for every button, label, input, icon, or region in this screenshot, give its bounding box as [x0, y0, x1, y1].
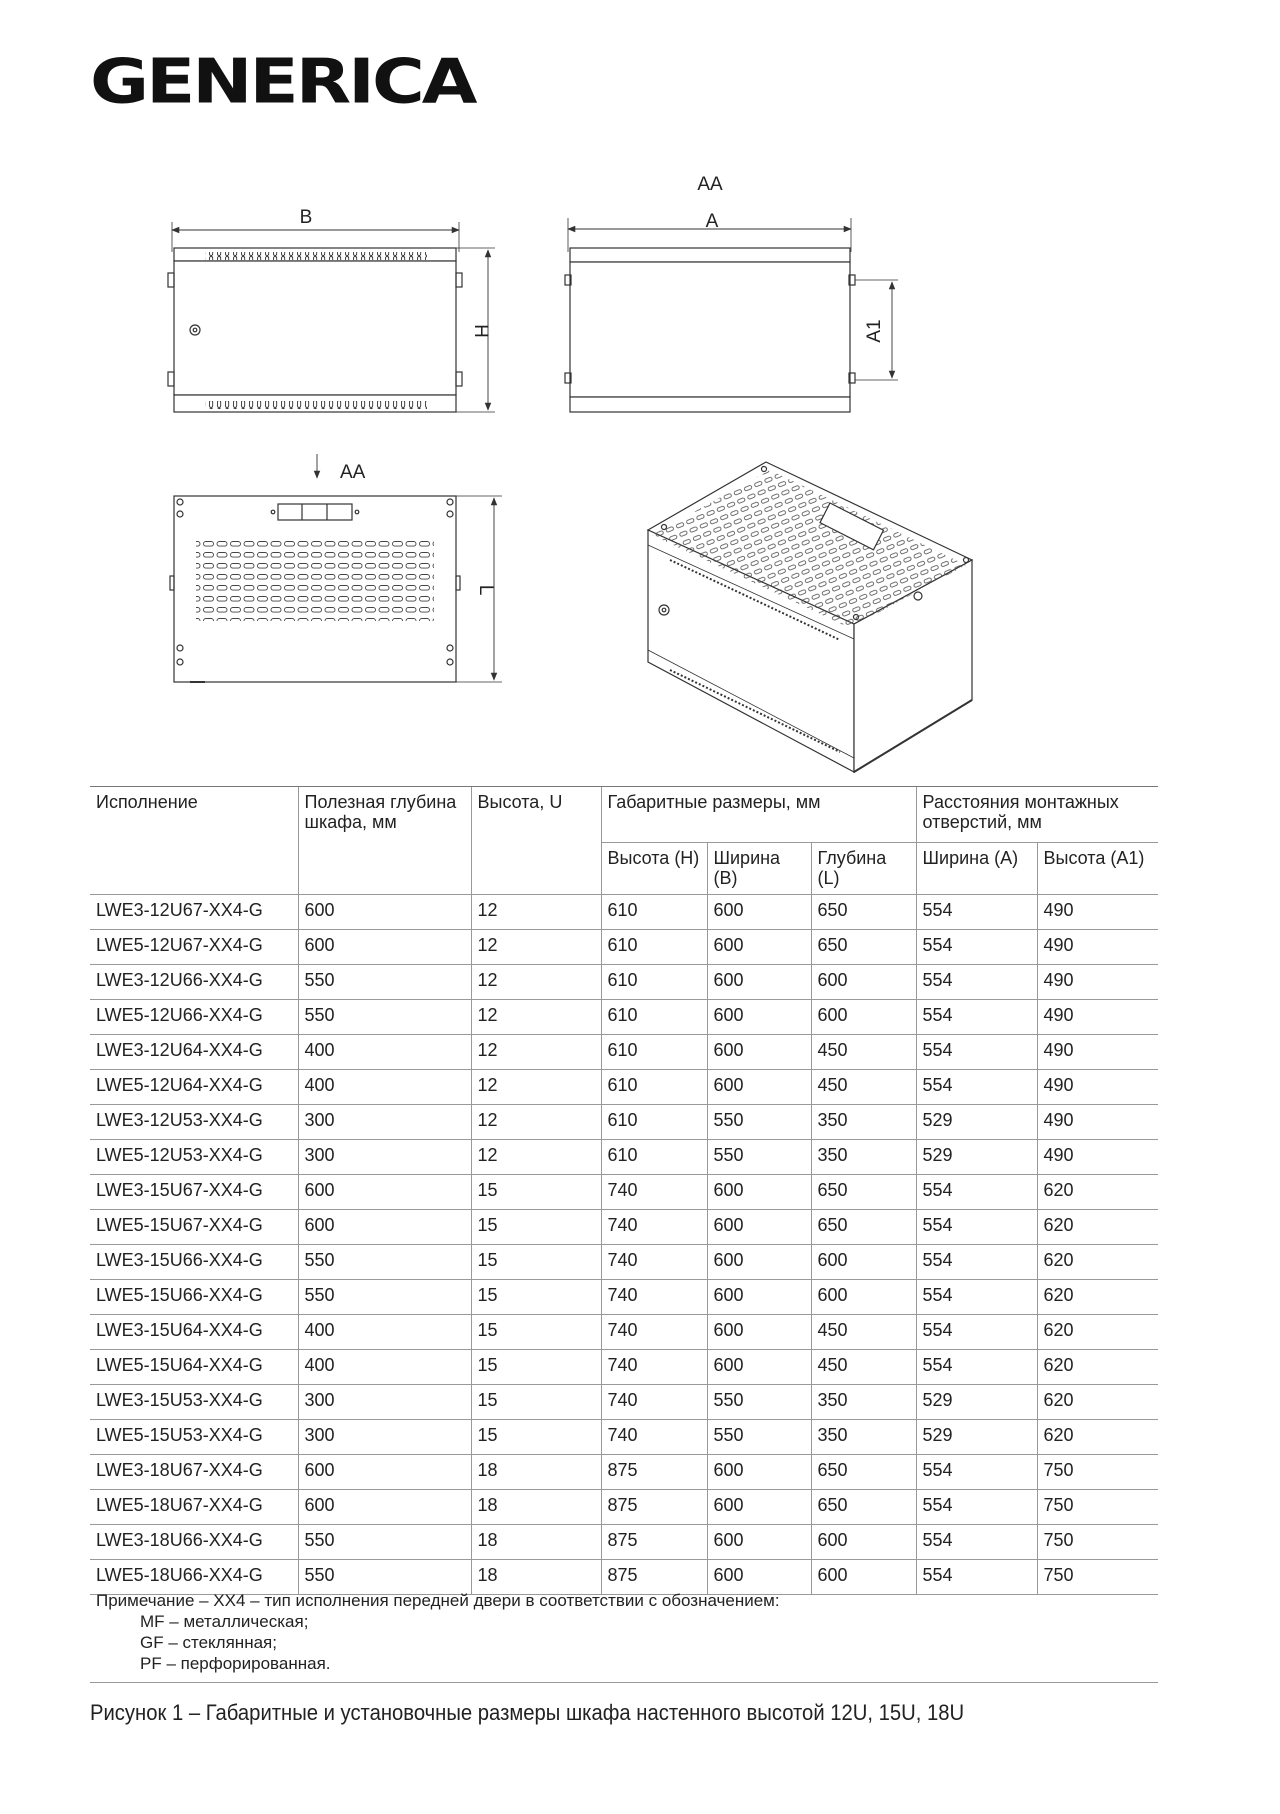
- cell-h: 610: [601, 1035, 707, 1070]
- cell-l: 350: [811, 1105, 916, 1140]
- cell-a1: 490: [1037, 930, 1158, 965]
- table-row: [90, 1280, 1158, 1315]
- cell-b: 600: [707, 1490, 811, 1525]
- cell-a: 529: [916, 1105, 1037, 1140]
- cell-a1: 750: [1037, 1525, 1158, 1560]
- cell-depth: 550: [298, 1525, 471, 1560]
- cell-a: 529: [916, 1140, 1037, 1175]
- cell-depth: 300: [298, 1385, 471, 1420]
- top-view: [170, 454, 502, 682]
- cell-a: 554: [916, 1280, 1037, 1315]
- cell-h: 875: [601, 1525, 707, 1560]
- cell-variant: LWE3-15U53-XX4-G: [90, 1385, 298, 1420]
- cell-b: 600: [707, 1560, 811, 1595]
- cell-variant: LWE5-18U67-XX4-G: [90, 1490, 298, 1525]
- cell-l: 450: [811, 1035, 916, 1070]
- technical-drawings: [0, 160, 1280, 780]
- cell-a: 529: [916, 1385, 1037, 1420]
- note-line: MF – металлическая;: [140, 1612, 309, 1631]
- cell-units: 15: [471, 1350, 601, 1385]
- table-row: [90, 1070, 1158, 1105]
- cell-units: 15: [471, 1315, 601, 1350]
- cell-l: 600: [811, 1525, 916, 1560]
- cell-b: 550: [707, 1105, 811, 1140]
- cell-a1: 620: [1037, 1175, 1158, 1210]
- cell-b: 550: [707, 1385, 811, 1420]
- header-a: Ширина (A): [916, 843, 1037, 895]
- header-variant: Исполнение: [90, 787, 298, 895]
- cell-a1: 620: [1037, 1210, 1158, 1245]
- cell-units: 15: [471, 1210, 601, 1245]
- cell-units: 12: [471, 895, 601, 930]
- cell-h: 740: [601, 1315, 707, 1350]
- cell-h: 740: [601, 1350, 707, 1385]
- table-row: [90, 1420, 1158, 1455]
- cell-b: 600: [707, 1175, 811, 1210]
- cell-depth: 300: [298, 1420, 471, 1455]
- cell-a: 529: [916, 1420, 1037, 1455]
- cell-a1: 490: [1037, 1070, 1158, 1105]
- cell-h: 740: [601, 1280, 707, 1315]
- cell-l: 650: [811, 1210, 916, 1245]
- table-row: [90, 1210, 1158, 1245]
- cell-a: 554: [916, 1350, 1037, 1385]
- cell-a1: 620: [1037, 1245, 1158, 1280]
- cell-variant: LWE3-18U66-XX4-G: [90, 1525, 298, 1560]
- cell-units: 15: [471, 1385, 601, 1420]
- cell-units: 18: [471, 1490, 601, 1525]
- cell-depth: 400: [298, 1070, 471, 1105]
- brand-logo: GENERICA: [90, 44, 475, 118]
- cell-b: 600: [707, 1035, 811, 1070]
- cell-a1: 620: [1037, 1315, 1158, 1350]
- cell-b: 600: [707, 1455, 811, 1490]
- cell-l: 650: [811, 1490, 916, 1525]
- cell-variant: LWE5-18U66-XX4-G: [90, 1560, 298, 1595]
- cell-h: 610: [601, 895, 707, 930]
- cell-a1: 490: [1037, 965, 1158, 1000]
- cell-a: 554: [916, 1315, 1037, 1350]
- dim-b-label: B: [299, 207, 313, 228]
- cell-b: 600: [707, 895, 811, 930]
- cell-a: 554: [916, 1525, 1037, 1560]
- cell-b: 600: [707, 1280, 811, 1315]
- table-row: [90, 1490, 1158, 1525]
- cell-variant: LWE3-12U66-XX4-G: [90, 965, 298, 1000]
- cell-a1: 490: [1037, 1000, 1158, 1035]
- cell-variant: LWE5-12U53-XX4-G: [90, 1140, 298, 1175]
- header-b: Ширина (B): [707, 843, 811, 895]
- cell-a1: 620: [1037, 1420, 1158, 1455]
- cell-depth: 400: [298, 1350, 471, 1385]
- cell-h: 610: [601, 930, 707, 965]
- cell-l: 600: [811, 965, 916, 1000]
- table-row: [90, 1245, 1158, 1280]
- cell-h: 610: [601, 1000, 707, 1035]
- cell-a: 554: [916, 1490, 1037, 1525]
- cell-depth: 400: [298, 1315, 471, 1350]
- cell-depth: 600: [298, 1490, 471, 1525]
- note-line: Примечание – XX4 – тип исполнения передней двери в соответствии с обозначением:: [96, 1591, 780, 1610]
- table-row: [90, 1455, 1158, 1490]
- cell-b: 550: [707, 1420, 811, 1455]
- note-divider: [90, 1682, 1158, 1683]
- table-row: [90, 965, 1158, 1000]
- cell-l: 350: [811, 1420, 916, 1455]
- top-view-title: AA: [340, 462, 366, 483]
- cell-units: 15: [471, 1245, 601, 1280]
- dim-a1-label: A1: [864, 319, 885, 343]
- cell-l: 350: [811, 1385, 916, 1420]
- cell-units: 15: [471, 1175, 601, 1210]
- cell-a: 554: [916, 1210, 1037, 1245]
- table-row: [90, 1140, 1158, 1175]
- dim-a-label: A: [705, 211, 719, 232]
- cell-units: 12: [471, 930, 601, 965]
- cell-b: 600: [707, 1525, 811, 1560]
- front-view: [168, 222, 495, 412]
- cell-l: 600: [811, 1000, 916, 1035]
- cell-a: 554: [916, 1560, 1037, 1595]
- cell-units: 15: [471, 1420, 601, 1455]
- cell-h: 740: [601, 1385, 707, 1420]
- cell-a: 554: [916, 930, 1037, 965]
- cell-a1: 490: [1037, 1035, 1158, 1070]
- cell-h: 740: [601, 1245, 707, 1280]
- cell-units: 15: [471, 1280, 601, 1315]
- header-height-u: Высота, U: [471, 787, 601, 895]
- table-row: [90, 1105, 1158, 1140]
- cell-a1: 620: [1037, 1385, 1158, 1420]
- cell-variant: LWE3-18U67-XX4-G: [90, 1455, 298, 1490]
- cell-units: 12: [471, 1070, 601, 1105]
- cell-units: 12: [471, 965, 601, 1000]
- cell-b: 600: [707, 930, 811, 965]
- cell-variant: LWE5-15U67-XX4-G: [90, 1210, 298, 1245]
- cell-depth: 600: [298, 930, 471, 965]
- cell-b: 600: [707, 1350, 811, 1385]
- cell-units: 18: [471, 1455, 601, 1490]
- cell-h: 610: [601, 965, 707, 1000]
- header-h: Высота (H): [601, 843, 707, 895]
- cell-units: 12: [471, 1000, 601, 1035]
- dim-h-label: H: [470, 324, 491, 338]
- note-line: GF – стеклянная;: [140, 1633, 277, 1652]
- dim-l-label: L: [475, 584, 496, 596]
- side-view-title: AA: [697, 174, 723, 195]
- cell-a1: 750: [1037, 1455, 1158, 1490]
- cell-a1: 750: [1037, 1560, 1158, 1595]
- cell-l: 350: [811, 1140, 916, 1175]
- cell-l: 650: [811, 1175, 916, 1210]
- cell-l: 600: [811, 1560, 916, 1595]
- cell-depth: 600: [298, 1210, 471, 1245]
- table-row: [90, 930, 1158, 965]
- cell-b: 550: [707, 1140, 811, 1175]
- table-note: [96, 1590, 780, 1674]
- cell-depth: 400: [298, 1035, 471, 1070]
- cell-variant: LWE5-12U67-XX4-G: [90, 930, 298, 965]
- cell-units: 12: [471, 1105, 601, 1140]
- cell-a: 554: [916, 1035, 1037, 1070]
- table-row: [90, 1350, 1158, 1385]
- cell-a: 554: [916, 965, 1037, 1000]
- cell-b: 600: [707, 1210, 811, 1245]
- cell-depth: 300: [298, 1140, 471, 1175]
- cell-b: 600: [707, 1245, 811, 1280]
- cell-h: 875: [601, 1560, 707, 1595]
- cell-l: 450: [811, 1315, 916, 1350]
- cell-b: 600: [707, 1315, 811, 1350]
- cell-variant: LWE3-15U66-XX4-G: [90, 1245, 298, 1280]
- header-a1: Высота (A1): [1037, 843, 1158, 895]
- table-row: [90, 895, 1158, 930]
- note-line: PF – перфорированная.: [140, 1654, 331, 1673]
- cell-h: 610: [601, 1070, 707, 1105]
- cell-variant: LWE5-12U64-XX4-G: [90, 1070, 298, 1105]
- table-row: [90, 1035, 1158, 1070]
- cell-l: 650: [811, 930, 916, 965]
- cell-b: 600: [707, 1000, 811, 1035]
- table-row: [90, 1000, 1158, 1035]
- cell-a1: 490: [1037, 1140, 1158, 1175]
- cell-a: 554: [916, 1455, 1037, 1490]
- cell-a: 554: [916, 895, 1037, 930]
- table-row: [90, 1175, 1158, 1210]
- figure-caption: Рисунок 1 – Габаритные и установочные размеры шкафа настенного высотой 12U, 15U, 18U: [90, 1700, 965, 1725]
- table-row: [90, 1525, 1158, 1560]
- cell-variant: LWE3-15U64-XX4-G: [90, 1315, 298, 1350]
- cell-h: 610: [601, 1105, 707, 1140]
- cell-units: 12: [471, 1140, 601, 1175]
- side-view: [565, 218, 898, 412]
- cell-depth: 600: [298, 1455, 471, 1490]
- cell-h: 740: [601, 1210, 707, 1245]
- cell-l: 650: [811, 1455, 916, 1490]
- cell-a1: 490: [1037, 1105, 1158, 1140]
- cell-variant: LWE5-15U66-XX4-G: [90, 1280, 298, 1315]
- cell-depth: 550: [298, 1245, 471, 1280]
- header-useful-depth: Полезная глубина шкафа, мм: [298, 787, 471, 895]
- cell-h: 875: [601, 1490, 707, 1525]
- cell-variant: LWE5-15U53-XX4-G: [90, 1420, 298, 1455]
- cell-variant: LWE3-12U53-XX4-G: [90, 1105, 298, 1140]
- cell-b: 600: [707, 965, 811, 1000]
- cell-h: 740: [601, 1175, 707, 1210]
- cell-l: 450: [811, 1070, 916, 1105]
- cell-units: 12: [471, 1035, 601, 1070]
- cell-variant: LWE3-15U67-XX4-G: [90, 1175, 298, 1210]
- cell-variant: LWE3-12U64-XX4-G: [90, 1035, 298, 1070]
- cell-l: 450: [811, 1350, 916, 1385]
- cell-a: 554: [916, 1175, 1037, 1210]
- cell-units: 18: [471, 1560, 601, 1595]
- cell-depth: 300: [298, 1105, 471, 1140]
- header-l: Глубина (L): [811, 843, 916, 895]
- cell-depth: 550: [298, 965, 471, 1000]
- header-mounting-holes: Расстояния монтажных отверстий, мм: [916, 787, 1158, 843]
- cell-a: 554: [916, 1000, 1037, 1035]
- cell-depth: 550: [298, 1280, 471, 1315]
- cell-depth: 550: [298, 1000, 471, 1035]
- cell-a1: 620: [1037, 1280, 1158, 1315]
- cell-depth: 600: [298, 895, 471, 930]
- isometric-view: [648, 462, 972, 772]
- cell-a: 554: [916, 1070, 1037, 1105]
- table-row: [90, 1315, 1158, 1350]
- cell-variant: LWE5-12U66-XX4-G: [90, 1000, 298, 1035]
- cell-depth: 600: [298, 1175, 471, 1210]
- cell-l: 650: [811, 895, 916, 930]
- cell-h: 610: [601, 1140, 707, 1175]
- cell-variant: LWE3-12U67-XX4-G: [90, 895, 298, 930]
- cell-b: 600: [707, 1070, 811, 1105]
- dimensions-table: [90, 786, 1158, 1595]
- cell-depth: 550: [298, 1560, 471, 1595]
- cell-a1: 490: [1037, 895, 1158, 930]
- cell-h: 740: [601, 1420, 707, 1455]
- cell-a1: 620: [1037, 1350, 1158, 1385]
- cell-variant: LWE5-15U64-XX4-G: [90, 1350, 298, 1385]
- cell-a1: 750: [1037, 1490, 1158, 1525]
- cell-h: 875: [601, 1455, 707, 1490]
- cell-a: 554: [916, 1245, 1037, 1280]
- cell-units: 18: [471, 1525, 601, 1560]
- table-row: [90, 1385, 1158, 1420]
- cell-l: 600: [811, 1245, 916, 1280]
- header-overall-dimensions: Габаритные размеры, мм: [601, 787, 916, 843]
- cell-l: 600: [811, 1280, 916, 1315]
